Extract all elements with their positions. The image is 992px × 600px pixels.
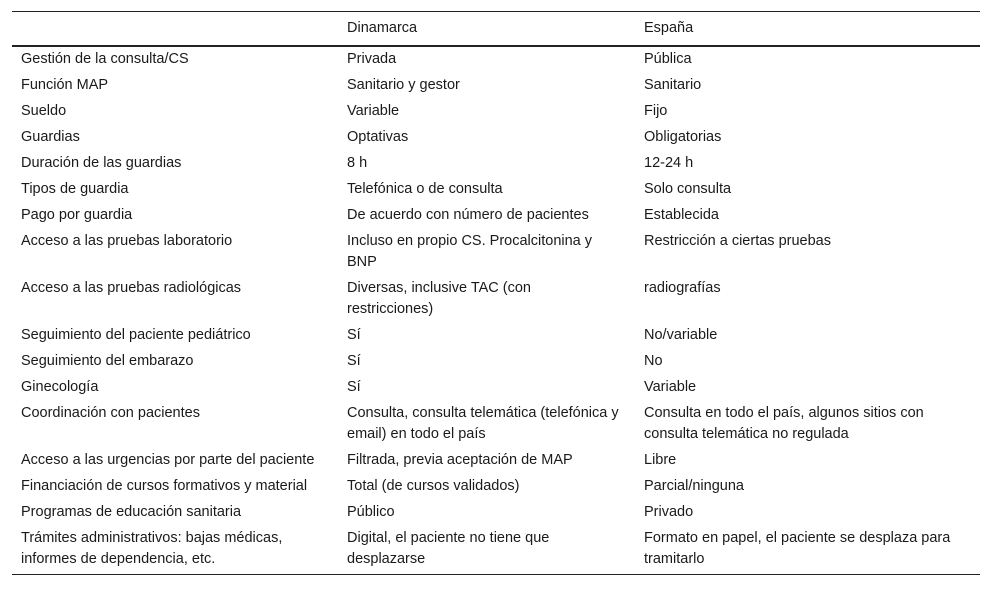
row-label: Acceso a las pruebas radiológicas xyxy=(21,280,242,296)
dinamarca-value: Consulta, consulta telemática (telefónica y email) en todo el país xyxy=(347,405,619,442)
row-label: Tipos de guardia xyxy=(21,181,129,197)
row-label: Seguimiento del embarazo xyxy=(21,353,194,369)
table-header xyxy=(12,12,980,47)
row-label: Financiación de cursos formativos y material xyxy=(21,478,308,494)
espana-value: Sanitario xyxy=(644,77,702,93)
header-cell-blank xyxy=(12,12,338,47)
table-row xyxy=(12,401,980,448)
row-label: Sueldo xyxy=(21,103,67,119)
dinamarca-value: Sí xyxy=(347,327,361,343)
espana-value: No/variable xyxy=(644,327,718,343)
espana-value: Consulta en todo el país, algunos sitios con consulta telemática no regulada xyxy=(644,405,924,442)
dinamarca-value: Sí xyxy=(347,353,361,369)
table-row xyxy=(12,276,980,323)
dinamarca-value: Público xyxy=(347,504,395,520)
header-row xyxy=(12,12,980,47)
table-row xyxy=(12,375,980,401)
row-label: Acceso a las pruebas laboratorio xyxy=(21,233,233,249)
dinamarca-value: Digital, el paciente no tiene que desplazarse xyxy=(338,526,635,575)
table-row xyxy=(12,526,980,575)
espana-value: Libre xyxy=(644,452,677,468)
table-row xyxy=(12,203,980,229)
row-label: Guardias xyxy=(21,129,80,145)
table-row xyxy=(12,73,980,99)
table-body xyxy=(12,46,980,575)
row-label: Programas de educación sanitaria xyxy=(21,504,242,520)
table-row xyxy=(12,177,980,203)
espana-value: Formato en papel, el paciente se desplaza para tramitarlo xyxy=(635,526,980,575)
table-row xyxy=(12,46,980,73)
row-label: Duración de las guardias xyxy=(21,155,182,171)
espana-value: Variable xyxy=(644,379,697,395)
comparison-table xyxy=(12,11,980,575)
row-label: Acceso a las urgencias por parte del paciente xyxy=(21,452,315,468)
row-label: Ginecología xyxy=(21,379,99,395)
espana-value: Establecida xyxy=(644,207,719,223)
row-label: Función MAP xyxy=(21,77,109,93)
dinamarca-value: Diversas, inclusive TAC (con restricciones) xyxy=(347,280,531,317)
row-label: Gestión de la consulta/CS xyxy=(21,51,189,67)
espana-value: No xyxy=(644,353,663,369)
dinamarca-value: Variable xyxy=(347,103,400,119)
row-label: Pago por guardia xyxy=(21,207,133,223)
table-row xyxy=(12,474,980,500)
dinamarca-value: Total (de cursos validados) xyxy=(347,478,520,494)
dinamarca-value: Filtrada, previa aceptación de MAP xyxy=(347,452,573,468)
dinamarca-value: Sí xyxy=(347,379,361,395)
table-row xyxy=(12,323,980,349)
table-row xyxy=(12,448,980,474)
espana-value: Solo consulta xyxy=(644,181,732,197)
dinamarca-value: Optativas xyxy=(347,129,409,145)
espana-value: Obligatorias xyxy=(644,129,722,145)
header-cell-espana: España xyxy=(635,12,980,47)
row-label: Seguimiento del paciente pediátrico xyxy=(21,327,251,343)
espana-value: Fijo xyxy=(644,103,668,119)
espana-value: radiografías xyxy=(644,280,721,296)
table-row xyxy=(12,151,980,177)
espana-value: Restricción a ciertas pruebas xyxy=(644,233,831,249)
dinamarca-value: De acuerdo con número de pacientes xyxy=(347,207,589,223)
table-row xyxy=(12,229,980,276)
dinamarca-value: Privada xyxy=(347,51,397,67)
dinamarca-value: 8 h xyxy=(347,155,368,171)
dinamarca-value: Telefónica o de consulta xyxy=(347,181,503,197)
espana-value: 12-24 h xyxy=(644,155,694,171)
dinamarca-value: Sanitario y gestor xyxy=(347,77,460,93)
table-row xyxy=(12,349,980,375)
table-row xyxy=(12,125,980,151)
header-cell-dinamarca: Dinamarca xyxy=(338,12,635,47)
comparison-table-container xyxy=(12,11,980,575)
table-row xyxy=(12,99,980,125)
row-label: Coordinación con pacientes xyxy=(21,405,200,421)
row-label: Trámites administrativos: bajas médicas, informes de dependencia, etc. xyxy=(12,526,338,575)
espana-value: Pública xyxy=(644,51,692,67)
table-row xyxy=(12,500,980,526)
espana-value: Parcial/ninguna xyxy=(644,478,744,494)
espana-value: Privado xyxy=(644,504,694,520)
dinamarca-value: Incluso en propio CS. Procalcitonina y BNP xyxy=(347,233,593,270)
